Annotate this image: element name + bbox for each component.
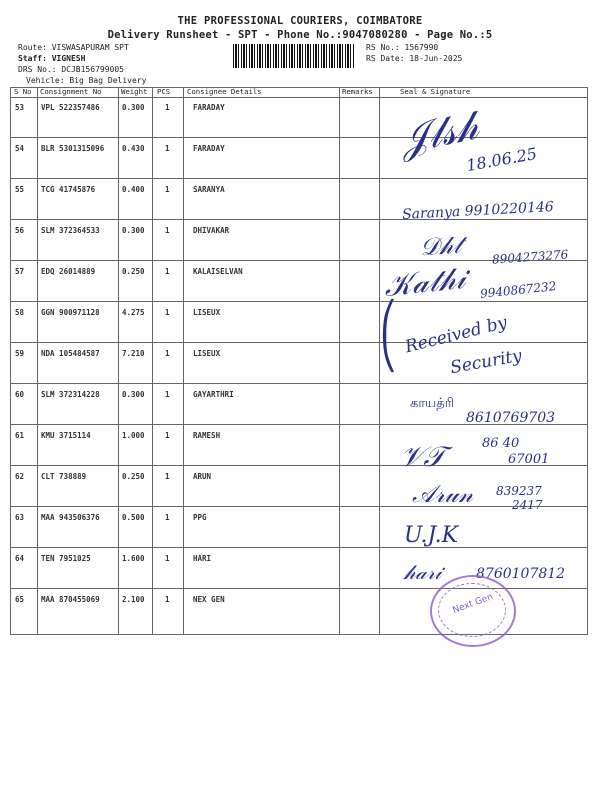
table-rule: [10, 301, 587, 302]
cell-wt: 1.000: [122, 431, 145, 440]
cell-cn: BLR 5301315096: [41, 144, 105, 153]
signature-scribble: 𝒜𝓇𝓊𝓃: [412, 480, 474, 508]
table-rule: [10, 219, 587, 220]
barcode: [233, 44, 355, 68]
vehicle-label: Vehicle: Big Bag Delivery: [26, 76, 147, 85]
cell-cn: TCG 41745876: [41, 185, 96, 194]
table-column-rule: [118, 87, 119, 635]
table-rule: [10, 87, 587, 88]
cell-cn: VPL 522357486: [41, 103, 100, 112]
col-consignment: Consignment No: [40, 87, 102, 96]
cell-cn: NDA 105484587: [41, 349, 100, 358]
cell-name: PPG: [193, 513, 207, 522]
cell-cn: GGN 900971128: [41, 308, 100, 317]
cell-pcs: 1: [165, 144, 170, 153]
handwritten-date: 18.06.25: [464, 143, 539, 176]
cell-cn: TEN 7951025: [41, 554, 91, 563]
handwritten-phone: 8904273276: [491, 247, 569, 267]
rs-number: RS No.: 1567990: [366, 43, 439, 52]
handwritten-initials: U.J.K: [404, 523, 459, 548]
cell-name: FARADAY: [193, 144, 225, 153]
handwritten-phone: 9940867232: [479, 279, 557, 301]
cell-pcs: 1: [165, 103, 170, 112]
cell-pcs: 1: [165, 226, 170, 235]
cell-name: LISEUX: [193, 308, 221, 317]
table-column-rule: [339, 87, 340, 635]
signature-scribble: 𝒥𝓁𝓈𝒽: [396, 102, 483, 164]
cell-wt: 0.500: [122, 513, 145, 522]
cell-cn: SLM 372364533: [41, 226, 100, 235]
company-title: THE PROFESSIONAL COURIERS, COIMBATORE: [177, 15, 423, 27]
cell-pcs: 1: [165, 308, 170, 317]
cell-name: FARADAY: [193, 103, 225, 112]
cell-pcs: 1: [165, 185, 170, 194]
signature-scribble: 𝒟𝒽𝓉: [419, 230, 463, 262]
col-pcs: PCS: [157, 87, 171, 96]
cell-pcs: 1: [165, 267, 170, 276]
handwritten-phone: 67001: [508, 452, 550, 467]
cell-cn: CLT 738889: [41, 472, 87, 481]
cell-pcs: 1: [165, 431, 170, 440]
col-remarks: Remarks: [342, 87, 373, 96]
cell-sno: 59: [15, 349, 25, 358]
cell-name: KALAISELVAN: [193, 267, 243, 276]
cell-name: ARUN: [193, 472, 212, 481]
cell-pcs: 1: [165, 554, 170, 563]
cell-pcs: 1: [165, 595, 170, 604]
col-consignee: Consignee Details: [187, 87, 262, 96]
table-rule: [10, 547, 587, 548]
table-rule: [10, 137, 587, 138]
cell-sno: 58: [15, 308, 25, 317]
cell-sno: 53: [15, 103, 25, 112]
col-sno: S No: [14, 87, 32, 96]
table-column-rule: [10, 87, 11, 635]
cell-wt: 0.300: [122, 390, 145, 399]
runsheet-subtitle: Delivery Runsheet - SPT - Phone No.:9047080280 - Page No.:5: [107, 29, 493, 41]
cell-sno: 54: [15, 144, 25, 153]
cell-sno: 57: [15, 267, 25, 276]
handwritten-phone: 8610769703: [466, 410, 556, 426]
cell-wt: 1.600: [122, 554, 145, 563]
cell-cn: MAA 943506376: [41, 513, 100, 522]
stamp-text: Next Gen: [451, 592, 495, 616]
company-stamp: [430, 575, 516, 647]
cell-wt: 4.275: [122, 308, 145, 317]
table-column-rule: [587, 87, 588, 635]
route-label: Route: VISWASAPURAM SPT: [18, 43, 129, 52]
cell-pcs: 1: [165, 513, 170, 522]
cell-sno: 62: [15, 472, 25, 481]
handwritten-received: Received by: [403, 312, 510, 358]
table-column-rule: [37, 87, 38, 635]
table-column-rule: [152, 87, 153, 635]
table-rule: [10, 465, 587, 466]
cell-wt: 0.250: [122, 472, 145, 481]
cell-cn: SLM 372314228: [41, 390, 100, 399]
cell-wt: 0.300: [122, 103, 145, 112]
cell-name: DHIVAKAR: [193, 226, 230, 235]
handwritten-phone: 2417: [512, 498, 543, 512]
cell-pcs: 1: [165, 390, 170, 399]
cell-wt: 0.430: [122, 144, 145, 153]
cell-wt: 0.400: [122, 185, 145, 194]
bracket-mark: ⎛: [380, 300, 397, 340]
cell-pcs: 1: [165, 472, 170, 481]
cell-sno: 60: [15, 390, 25, 399]
cell-sno: 63: [15, 513, 25, 522]
table-rule: [10, 383, 587, 384]
handwritten-tamil: காயத்ரி: [410, 396, 455, 411]
staff-label: Staff: VIGNESH: [18, 54, 86, 63]
cell-wt: 0.250: [122, 267, 145, 276]
table-rule: [10, 342, 587, 343]
signature-scribble: 𝒽𝒶𝓇𝒾: [404, 560, 442, 584]
cell-name: LISEUX: [193, 349, 221, 358]
col-weight: Weight: [121, 87, 148, 96]
cell-name: SARANYA: [193, 185, 225, 194]
cell-wt: 7.210: [122, 349, 145, 358]
drs-label: DRS No.: DCJB156799005: [18, 65, 124, 74]
cell-name: HARI: [193, 554, 212, 563]
cell-pcs: 1: [165, 349, 170, 358]
cell-sno: 55: [15, 185, 25, 194]
handwritten-phone: 839237: [496, 484, 542, 498]
cell-sno: 65: [15, 595, 25, 604]
handwritten-saranya: Saranya 9910220146: [401, 199, 555, 223]
table-column-rule: [183, 87, 184, 635]
handwritten-phone: 8760107812: [476, 566, 566, 582]
table-rule: [10, 178, 587, 179]
cell-wt: 2.100: [122, 595, 145, 604]
signature-scribble: 𝒱𝒯: [400, 440, 445, 473]
cell-cn: EDQ 26014889: [41, 267, 96, 276]
cell-sno: 64: [15, 554, 25, 563]
cell-sno: 56: [15, 226, 25, 235]
handwritten-security: Security: [448, 345, 524, 379]
col-signature: Seal & Signature: [400, 87, 471, 96]
table-rule: [10, 97, 587, 98]
cell-wt: 0.300: [122, 226, 145, 235]
cell-name: GAYARTHRI: [193, 390, 234, 399]
table-rule: [10, 506, 587, 507]
handwritten-phone: 86 40: [482, 436, 520, 451]
rs-date: RS Date: 18-Jun-2025: [366, 54, 463, 63]
cell-name: RAMESH: [193, 431, 221, 440]
cell-cn: MAA 870455069: [41, 595, 100, 604]
bracket-mark: ⎝: [380, 333, 397, 373]
cell-name: NEX GEN: [193, 595, 225, 604]
cell-sno: 61: [15, 431, 25, 440]
signature-scribble: 𝒦𝒶𝓉𝒽𝒾: [382, 260, 468, 305]
cell-cn: KMU 3715114: [41, 431, 91, 440]
